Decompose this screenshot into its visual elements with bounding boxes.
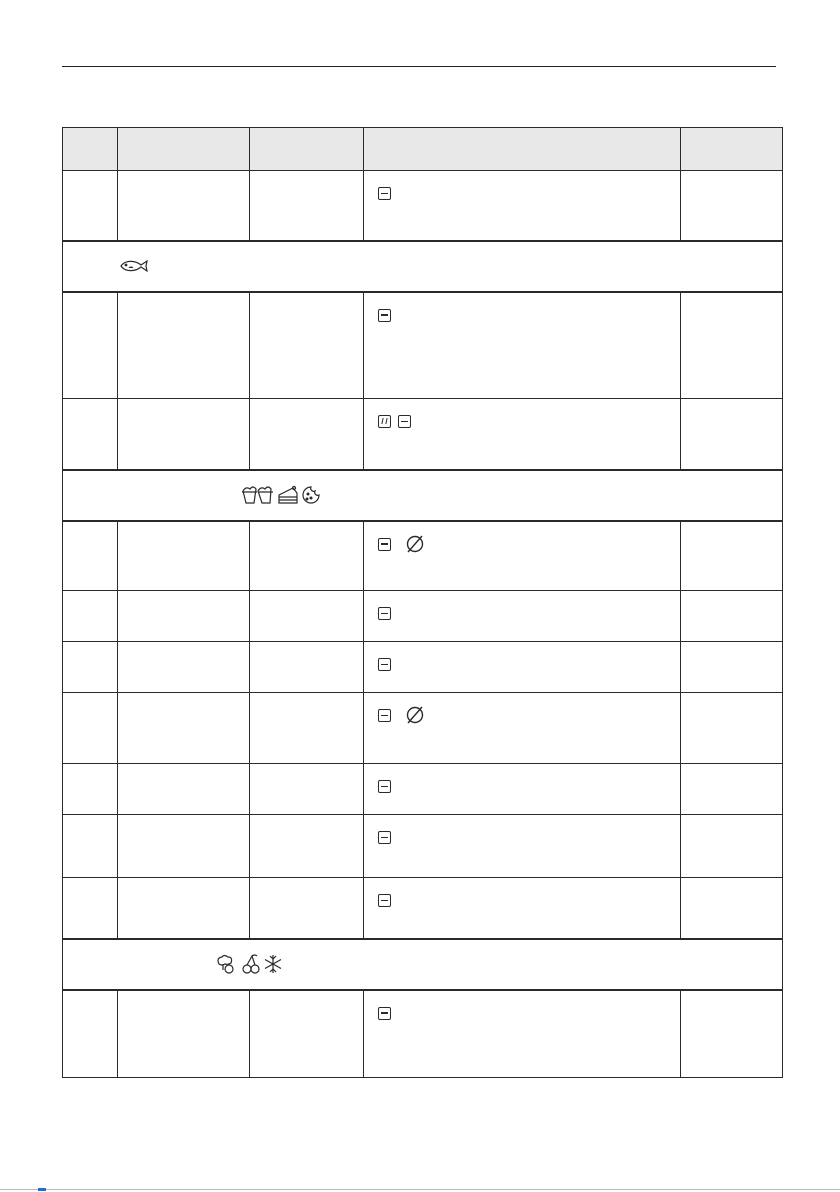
cake-icon [277, 485, 299, 505]
section-row [63, 470, 783, 521]
cookie-icon [301, 485, 321, 505]
table-row [63, 990, 783, 1078]
table-cell [681, 693, 783, 764]
header-cell [681, 128, 783, 171]
function-cell [364, 878, 681, 939]
section-cell [63, 470, 783, 521]
grill-icon [378, 538, 391, 551]
table-cell [118, 878, 250, 939]
table-cell [681, 521, 783, 591]
table-cell [250, 693, 364, 764]
table-header-row [63, 128, 783, 171]
table-cell [681, 764, 783, 815]
table-cell [118, 815, 250, 878]
steam-icon [378, 415, 391, 428]
grill-icon [378, 831, 391, 844]
table-row [63, 764, 783, 815]
table-cell [63, 171, 118, 241]
grill-icon [378, 309, 391, 322]
header-cell [63, 128, 118, 171]
table-row [63, 815, 783, 878]
function-cell [364, 693, 681, 764]
table-cell [118, 764, 250, 815]
grill-icon [378, 1007, 391, 1020]
table-cell [250, 292, 364, 399]
grill-icon [378, 607, 391, 620]
top-rule [62, 66, 776, 67]
section-row [63, 939, 783, 990]
table-cell [250, 815, 364, 878]
section-row [63, 241, 783, 292]
table-cell [250, 764, 364, 815]
table-cell [681, 171, 783, 241]
table-cell [681, 642, 783, 693]
page-marker [38, 1188, 46, 1191]
table-cell [63, 591, 118, 642]
function-cell [364, 815, 681, 878]
table-cell [681, 815, 783, 878]
table-row [63, 521, 783, 591]
table-row [63, 171, 783, 241]
header-cell [250, 128, 364, 171]
section-icons [63, 242, 782, 291]
grill-icon [378, 894, 391, 907]
snowflake-icon [263, 953, 283, 975]
grill-icon [378, 658, 391, 671]
table-cell [250, 399, 364, 470]
table-cell [250, 990, 364, 1078]
function-cell [364, 171, 681, 241]
table-cell [63, 399, 118, 470]
table-row [63, 591, 783, 642]
table-cell [63, 815, 118, 878]
fish-icon [119, 258, 149, 274]
table-cell [118, 292, 250, 399]
table-cell [118, 171, 250, 241]
grill-icon [378, 780, 391, 793]
table-cell [63, 292, 118, 399]
grill-icon [378, 709, 391, 722]
function-cell [364, 521, 681, 591]
fan-icon [405, 705, 425, 725]
function-cell [364, 642, 681, 693]
function-cell [364, 292, 681, 399]
table-row [63, 878, 783, 939]
table-cell [118, 693, 250, 764]
function-cell [364, 399, 681, 470]
cooking-guide-table [62, 127, 783, 1078]
table-cell [681, 399, 783, 470]
table-cell [250, 878, 364, 939]
table-cell [681, 292, 783, 399]
table-cell [250, 521, 364, 591]
section-icons [63, 471, 782, 520]
table-cell [118, 642, 250, 693]
table-cell [250, 591, 364, 642]
table-cell [250, 171, 364, 241]
function-cell [364, 990, 681, 1078]
table-cell [63, 764, 118, 815]
vegetables-icon [215, 954, 239, 974]
fruit-icon [241, 953, 261, 975]
table-cell [63, 693, 118, 764]
table-cell [63, 521, 118, 591]
table-cell [681, 878, 783, 939]
table-cell [681, 990, 783, 1078]
section-icons [63, 940, 782, 989]
section-cell [63, 939, 783, 990]
table-cell [118, 521, 250, 591]
table-cell [63, 642, 118, 693]
section-cell [63, 241, 783, 292]
table-cell [118, 399, 250, 470]
table-cell [63, 990, 118, 1078]
table-row [63, 399, 783, 470]
fan-icon [405, 534, 425, 554]
function-cell [364, 764, 681, 815]
table-cell [250, 642, 364, 693]
muffin-icon [241, 485, 275, 505]
table-cell [681, 591, 783, 642]
bottom-rule [0, 1189, 840, 1190]
grill-icon [378, 187, 391, 200]
table-cell [118, 990, 250, 1078]
table-cell [63, 878, 118, 939]
header-cell [118, 128, 250, 171]
table-body [63, 171, 783, 1078]
table-cell [118, 591, 250, 642]
table-row [63, 693, 783, 764]
header-cell [364, 128, 681, 171]
table-row [63, 642, 783, 693]
function-cell [364, 591, 681, 642]
grill-icon [398, 415, 411, 428]
table-row [63, 292, 783, 399]
